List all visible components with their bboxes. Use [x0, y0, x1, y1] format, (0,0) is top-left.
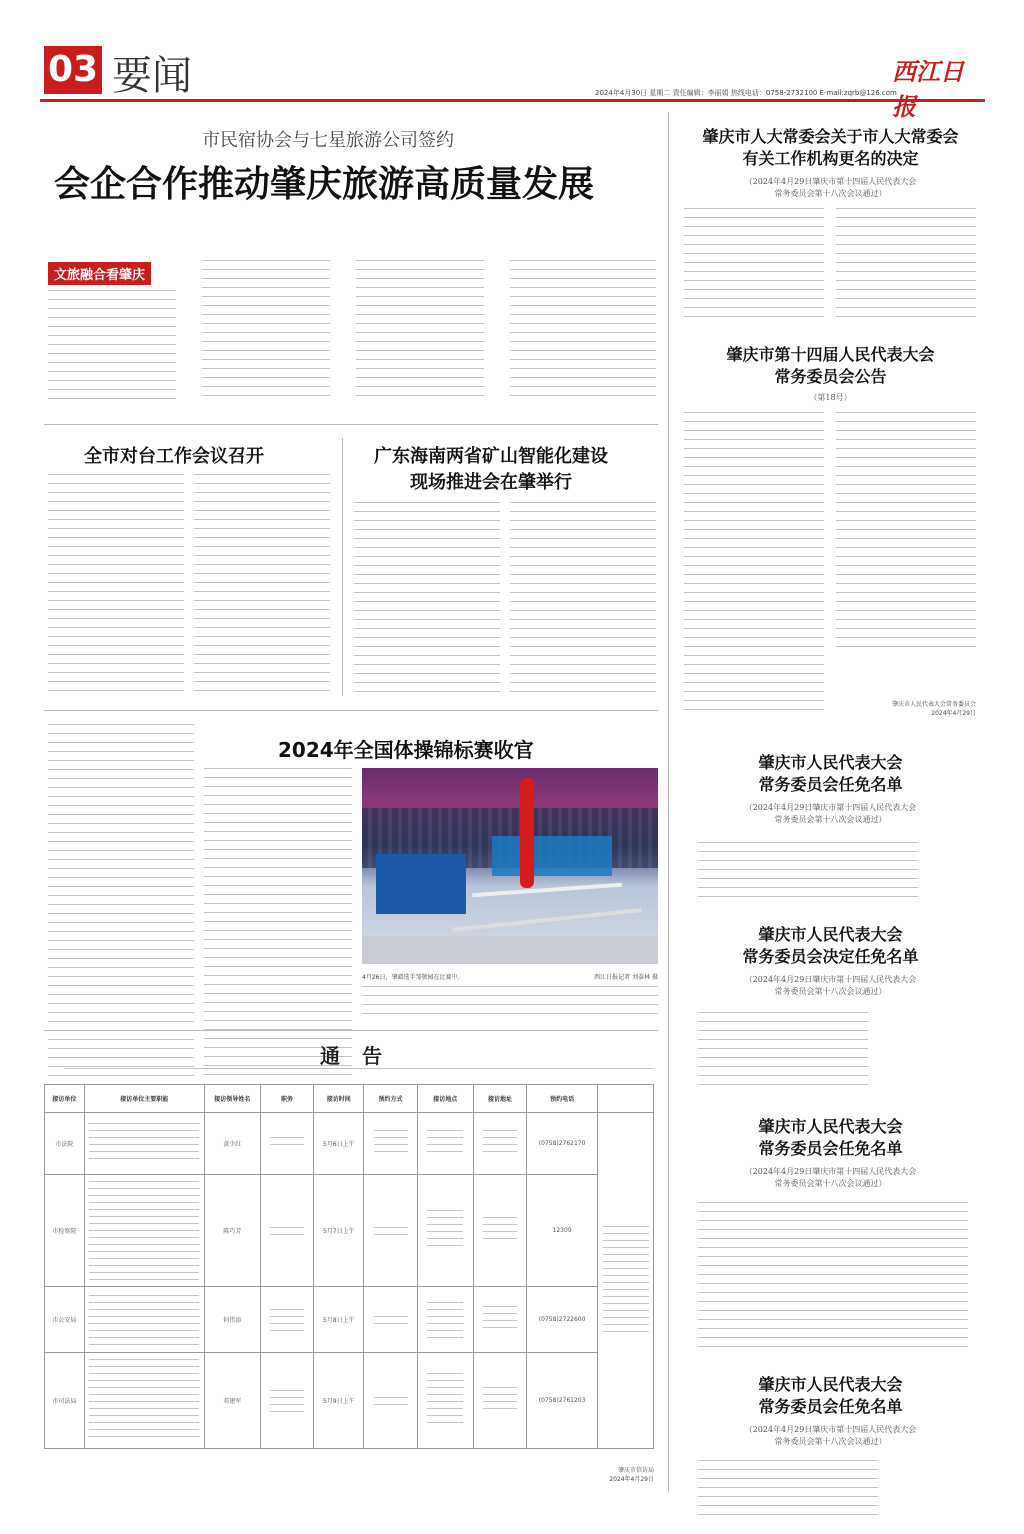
- appointment-title: 常务委员会任免名单: [758, 1397, 903, 1416]
- column-header: 预约电话: [527, 1085, 598, 1113]
- cell-unit: 市公安局: [45, 1287, 85, 1353]
- article-text-block: [698, 1202, 968, 1352]
- appointment-subtitle: （2024年4月29日肇庆市第十四届人民代表大会: [744, 1425, 917, 1434]
- column-header: 职务: [260, 1085, 313, 1113]
- article-text-block: [48, 474, 184, 692]
- article-text-block: [836, 412, 976, 652]
- appointment-title: 肇庆市人民代表大会: [758, 925, 903, 944]
- newspaper-page: [40, 40, 985, 1500]
- newspaper-logo: 西江日报: [892, 57, 964, 121]
- appointment-title: 常务委员会决定任免名单: [742, 947, 919, 966]
- table-row: [45, 1175, 654, 1287]
- article-text-block: [510, 260, 656, 400]
- cell-phone: (0758)2722600: [527, 1287, 598, 1353]
- appointment-title: 常务委员会任免名单: [758, 775, 903, 794]
- announce-sign-org: 肇庆市人民代表大会常务委员会: [891, 701, 976, 708]
- masthead: [40, 40, 985, 121]
- gymnast-figure: [520, 778, 534, 888]
- notice-intro: [64, 1068, 654, 1076]
- photo-caption: [362, 972, 658, 981]
- section-title: 要闻: [112, 53, 192, 99]
- article-text-block: [356, 260, 484, 400]
- column-header: 接访地址: [473, 1085, 526, 1113]
- article-headline: 会企合作推动肇庆旅游高质量发展: [54, 164, 595, 205]
- appointment-title: 常务委员会任免名单: [758, 1139, 903, 1158]
- cell-leader: 黄少红: [204, 1113, 260, 1175]
- article-headline: 现场推进会在肇举行: [410, 472, 572, 493]
- notice-sign-org: 肇庆市信访局: [617, 1467, 654, 1474]
- cell-phone: (0758)2762170: [527, 1113, 598, 1175]
- appointment-title: 肇庆市人民代表大会: [758, 1375, 903, 1394]
- appointment-subtitle: （2024年4月29日肇庆市第十四届人民代表大会: [744, 1167, 917, 1176]
- cell-time: 5月6日上午: [314, 1113, 364, 1175]
- cell-unit: 市检察院: [45, 1175, 85, 1287]
- article-text-block: [194, 474, 330, 692]
- article-kicker: 市民宿协会与七星旅游公司签约: [202, 130, 454, 151]
- column-header: 预约方式: [364, 1085, 417, 1113]
- cell-leader: 何伟添: [204, 1287, 260, 1353]
- cell-leader: 邓建军: [204, 1353, 260, 1449]
- appointment-subtitle: 常务委员会第十八次会议通过）: [774, 987, 887, 996]
- gymnastics-photo: [362, 768, 658, 964]
- cell-time: 5月9日上午: [314, 1353, 364, 1449]
- article-text-block: [510, 502, 656, 692]
- divider: [44, 710, 658, 711]
- appointment-title: 肇庆市人民代表大会: [758, 753, 903, 772]
- article-text-block: [698, 842, 918, 897]
- photo-credit: 西江日报记者 刘泰林 摄: [594, 974, 658, 981]
- article-text-block: [362, 986, 658, 1016]
- article-text-block: [48, 290, 176, 400]
- article-headline: 广东海南两省矿山智能化建设: [374, 446, 608, 467]
- appointment-subtitle: 常务委员会第十八次会议通过）: [774, 815, 887, 824]
- decision-title: 有关工作机构更名的决定: [742, 149, 919, 168]
- column-header: 接访地点: [417, 1085, 473, 1113]
- appointment-subtitle: 常务委员会第十八次会议通过）: [774, 1179, 887, 1188]
- cell-unit: 市司法局: [45, 1353, 85, 1449]
- article-text-block: [836, 208, 976, 318]
- cell-time: 5月8日上午: [314, 1287, 364, 1353]
- cell-unit: 市法院: [45, 1113, 85, 1175]
- appointment-title: 肇庆市人民代表大会: [758, 1117, 903, 1136]
- article-text-block: [684, 208, 824, 318]
- column-divider: [668, 112, 669, 1492]
- section-tag: 文旅融合看肇庆: [48, 262, 151, 285]
- article-text-block: [202, 260, 330, 400]
- column-header: 接访时间: [314, 1085, 364, 1113]
- appointment-subtitle: （2024年4月29日肇庆市第十四届人民代表大会: [744, 803, 917, 812]
- column-header: 接访领导姓名: [204, 1085, 260, 1113]
- article-text-block: [48, 724, 194, 1076]
- article-headline: 2024年全国体操锦标赛收官: [278, 738, 534, 762]
- article-text-block: [698, 1460, 878, 1520]
- article-text-block: [354, 502, 500, 692]
- table-row: [45, 1113, 654, 1175]
- notice-sign-date: 2024年4月29日: [609, 1476, 654, 1483]
- column-header-blank: [598, 1085, 654, 1113]
- appointment-subtitle: （2024年4月29日肇庆市第十四届人民代表大会: [744, 975, 917, 984]
- announcement-title: 肇庆市第十四届人民代表大会: [726, 345, 935, 364]
- announcement-title: 常务委员会公告: [774, 367, 887, 386]
- decision-subtitle: 常务委员会第十八次会议通过）: [774, 189, 887, 198]
- notice-title: 通告: [320, 1044, 404, 1068]
- cell-phone: (0758)2761203: [527, 1353, 598, 1449]
- cell-phone: 12309: [527, 1175, 598, 1287]
- column-header: 接访单位主要职能: [84, 1085, 204, 1113]
- appointment-subtitle: 常务委员会第十八次会议通过）: [774, 1437, 887, 1446]
- announce-sign-date: 2024年4月29日: [931, 710, 976, 717]
- announcement-signature: [836, 700, 976, 718]
- announcement-number: （第18号）: [809, 393, 852, 402]
- decision-subtitle: （2024年4月29日肇庆市第十四届人民代表大会: [744, 177, 917, 186]
- table-row: [45, 1353, 654, 1449]
- divider: [44, 1030, 658, 1031]
- column-header: 接访单位: [45, 1085, 85, 1113]
- table-header-row: [45, 1085, 654, 1113]
- divider: [342, 438, 343, 696]
- page-number: 03: [44, 46, 102, 94]
- notice-signature: [580, 1466, 654, 1484]
- article-text-block: [684, 412, 824, 712]
- notice-table: [44, 1084, 654, 1449]
- header-meta: 2024年4月30日 星期二 责任编辑：李丽娟 热线电话：0758-2732100 E-mail:zqrb@126.com: [595, 89, 897, 97]
- cell-time: 5月7日上午: [314, 1175, 364, 1287]
- divider: [44, 424, 658, 425]
- cell-leader: 陈巧芳: [204, 1175, 260, 1287]
- article-text-block: [698, 1012, 868, 1092]
- article-headline: 全市对台工作会议召开: [84, 446, 264, 467]
- caption-text: 4月26日，肇籍选手邹敬园在比赛中。: [362, 974, 464, 981]
- decision-title: 肇庆市人大常委会关于市人大常委会: [702, 127, 959, 146]
- table-row: [45, 1287, 654, 1353]
